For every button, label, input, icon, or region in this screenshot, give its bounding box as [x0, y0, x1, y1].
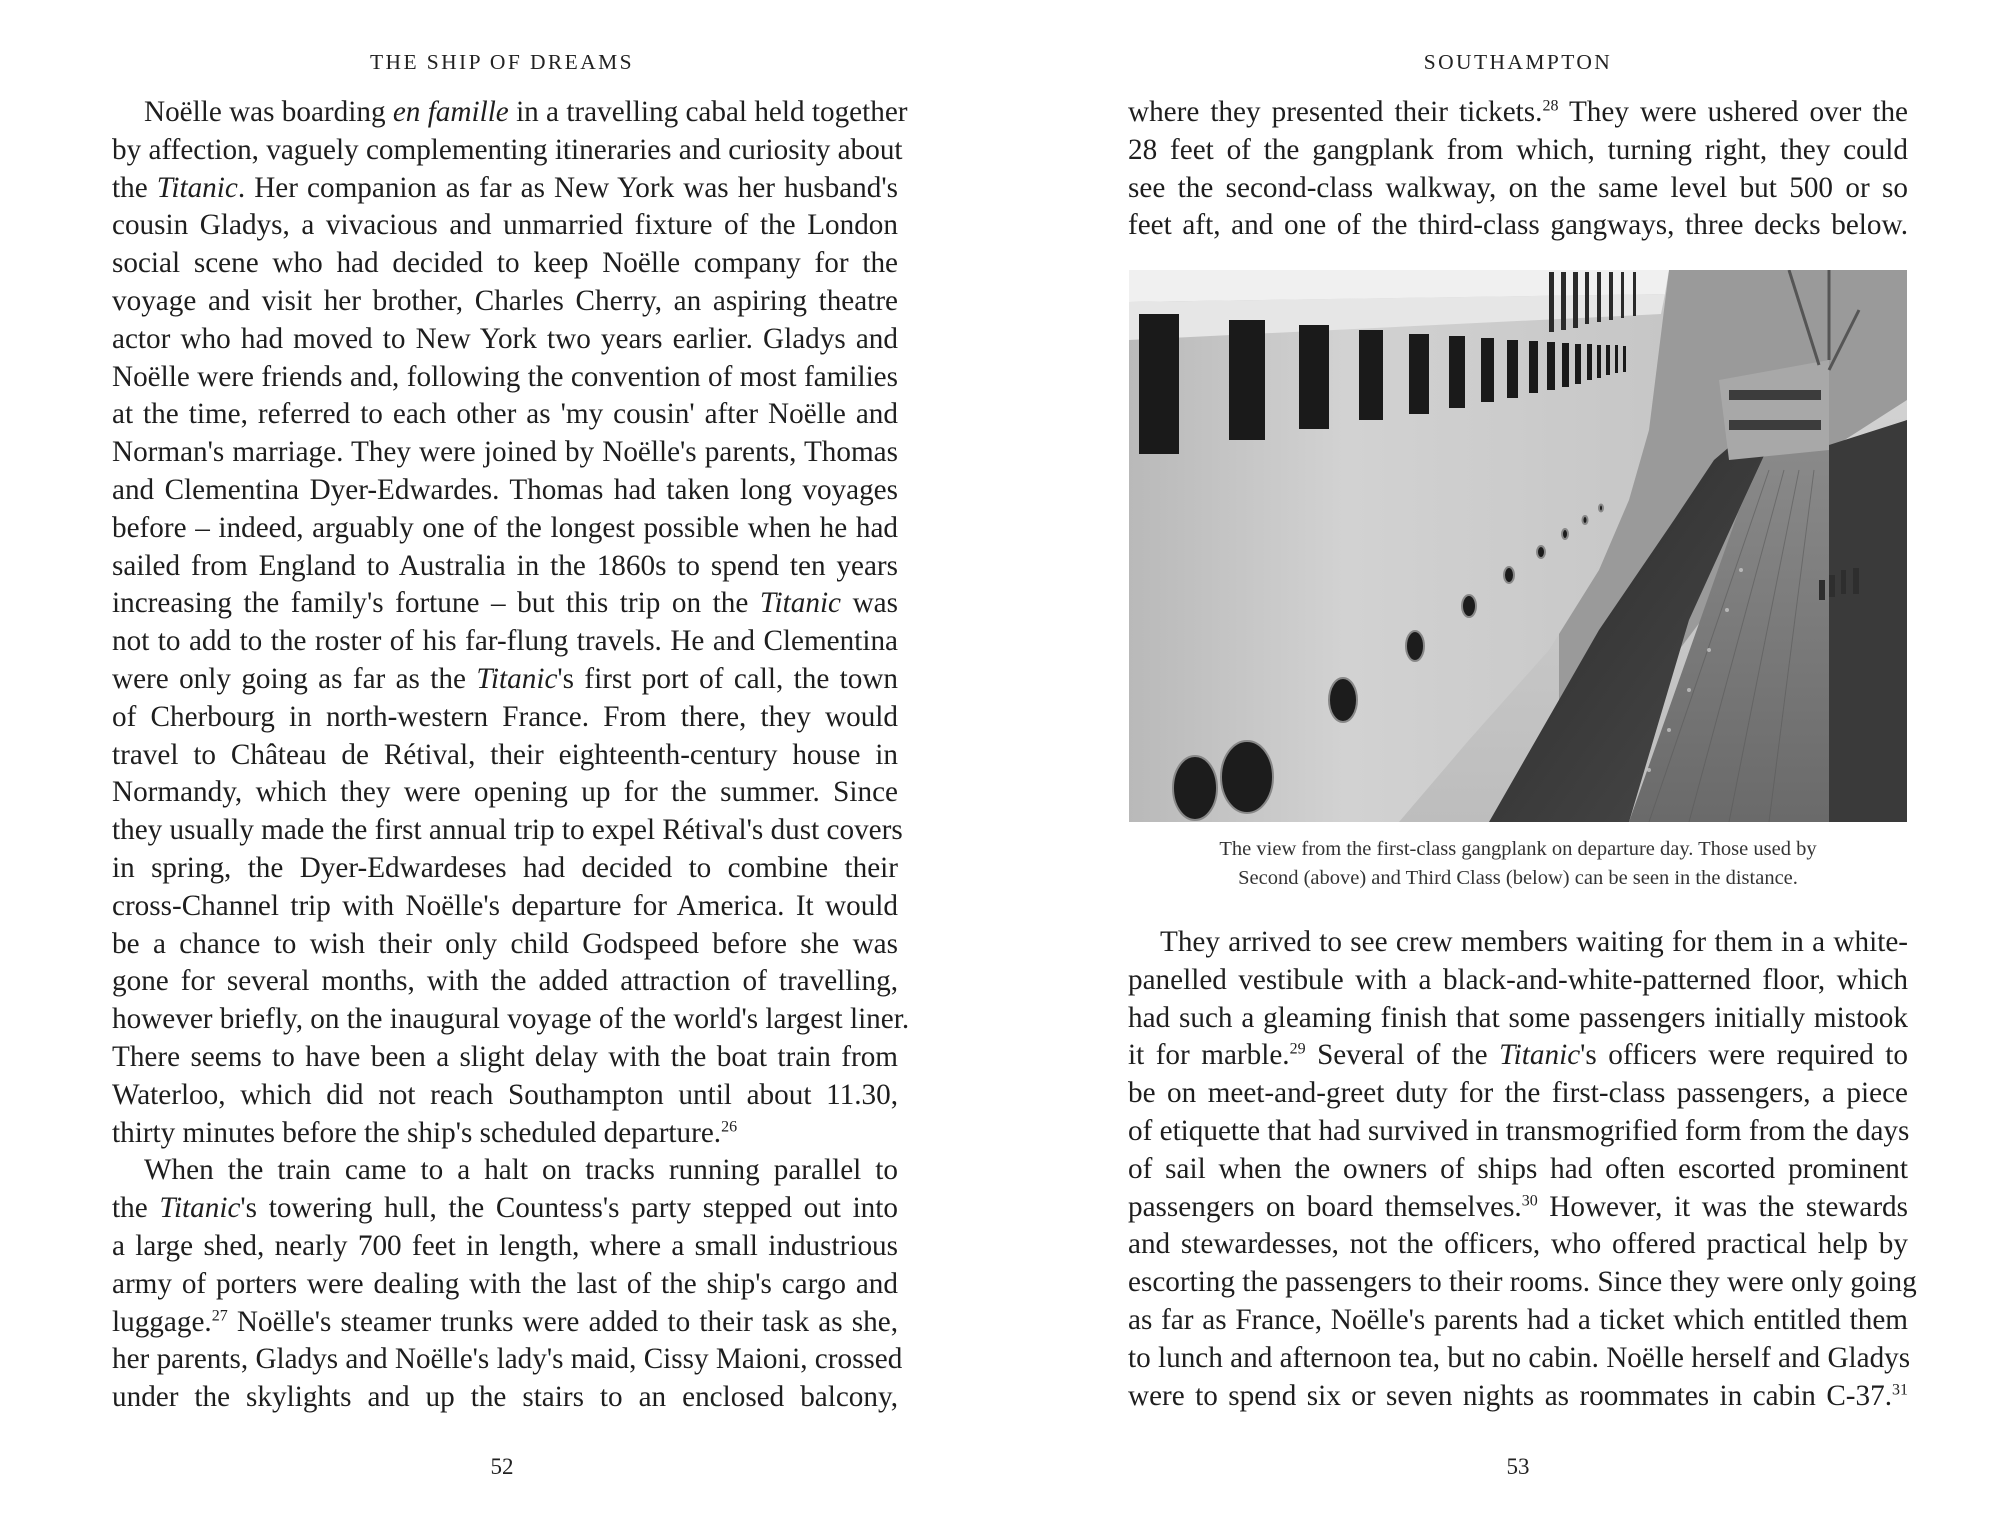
- text-line: voyage and visit her brother, Charles Cherry, an aspiring theatre: [112, 284, 898, 317]
- text-line: When the train came to a halt on tracks running parallel to: [144, 1154, 898, 1187]
- text-line-content: They were ushered over the: [1568, 96, 1909, 128]
- text-line: were only going as far as the Titanic's first port of call, the town: [112, 662, 899, 695]
- text-line: sailed from England to Australia in the 1860s to spend ten years: [112, 549, 898, 582]
- paragraph-continuation: [1128, 94, 1908, 245]
- footnote-ref-26: 26: [721, 1117, 738, 1135]
- text-line: of sail when the owners of ships had often escorted prominent: [1128, 1152, 1908, 1185]
- right-page: [1000, 0, 2000, 1538]
- text-line: [112, 1115, 898, 1153]
- running-head-right: SOUTHAMPTON: [1423, 50, 1613, 74]
- text-line: not to add to the roster of his far-flung travels. He and Clementina: [112, 625, 898, 658]
- text-line-content: thirty minutes before the ship's scheduled departure.: [112, 1116, 722, 1149]
- text-line: Normandy, which they were opening up for the summer. Since: [112, 776, 898, 809]
- text-line: travel to Château de Rétival, their eighteenth-century house in: [112, 738, 898, 771]
- text-line: her parents, Gladys and Noëlle's lady's maid, Cissy Maioni, crossed: [112, 1343, 903, 1376]
- ship-hull-photograph: [1129, 270, 1907, 822]
- text-line: social scene who had decided to keep Noëlle company for the: [112, 247, 898, 280]
- page-number-right: 53: [1506, 1454, 1530, 1479]
- footnote-ref-31: 31: [1892, 1380, 1908, 1398]
- text-line: of Cherbourg in north-western France. From there, they would: [112, 700, 898, 733]
- text-line: be a chance to wish their only child Godspeed before she was: [112, 927, 898, 960]
- text-line-content: it for marble.: [1128, 1039, 1290, 1072]
- text-line: actor who had moved to New York two years earlier. Gladys and: [112, 322, 898, 355]
- text-line: Noëlle were friends and, following the convention of most families: [112, 360, 898, 393]
- text-line: [112, 1304, 898, 1342]
- text-line: 28 feet of the gangplank from which, turning right, they could: [1128, 133, 1908, 166]
- text-line: and stewardesses, not the officers, who offered practical help by: [1128, 1228, 1908, 1261]
- text-line-content: where they presented their tickets.: [1128, 96, 1543, 128]
- text-line: they usually made the first annual trip to expel Rétival's dust covers: [112, 814, 903, 847]
- text-line-content: Several of the Titanic's officers were required to: [1317, 1039, 1909, 1072]
- text-line: by affection, vaguely complementing itineraries and curiosity about: [112, 133, 903, 166]
- text-line: Waterloo, which did not reach Southampton until about 11.30,: [112, 1078, 898, 1111]
- text-line: before – indeed, arguably one of the longest possible when he had: [112, 511, 898, 544]
- text-line: [1128, 1037, 1908, 1075]
- text-line: cousin Gladys, a vivacious and unmarried fixture of the London: [112, 209, 898, 242]
- text-line: of etiquette that had survived in transmogrified form from the days: [1128, 1114, 1910, 1147]
- footnote-ref-27: 27: [211, 1306, 228, 1324]
- right-body-text-bottom: [1128, 924, 1917, 1415]
- paragraph-3: [1128, 924, 1917, 1415]
- text-line-content: luggage.: [112, 1305, 212, 1338]
- text-line-content: passengers on board themselves.: [1128, 1190, 1522, 1223]
- caption-line: Second (above) and Third Class (below) can be seen in the distance.: [1238, 867, 1798, 889]
- text-line: [1128, 1378, 1908, 1416]
- paragraph-1: [112, 94, 910, 1152]
- text-line: panelled vestibule with a black-and-white-patterned floor, which: [1128, 963, 1908, 996]
- text-line: There seems to have been a slight delay with the boat train from: [112, 1040, 898, 1073]
- text-line: see the second-class walkway, on the same level but 500 or so: [1128, 171, 1908, 204]
- text-line: feet aft, and one of the third-class gangways, three decks below.: [1128, 209, 1908, 242]
- text-line: be on meet-and-greet duty for the first-class passengers, a piece: [1128, 1077, 1908, 1110]
- text-line: [1128, 1189, 1908, 1227]
- text-line: a large shed, nearly 700 feet in length, where a small industrious: [112, 1229, 898, 1262]
- footnote-ref-29: 29: [1289, 1040, 1306, 1058]
- text-line: escorting the passengers to their rooms. Since they were only going: [1128, 1266, 1917, 1299]
- text-line: cross-Channel trip with Noëlle's departure for America. It would: [112, 889, 898, 922]
- page-number-left: 52: [490, 1454, 514, 1479]
- footnote-ref-28: 28: [1542, 97, 1559, 115]
- text-line: the Titanic's towering hull, the Countess's party stepped out into: [112, 1192, 898, 1225]
- text-line: as far as France, Noëlle's parents had a ticket which entitled them: [1128, 1303, 1908, 1336]
- right-body-text-top: [1128, 94, 1908, 245]
- caption-line: The view from the first-class gangplank on departure day. Those used by: [1219, 838, 1817, 860]
- text-line: under the skylights and up the stairs to an enclosed balcony,: [112, 1381, 898, 1414]
- text-line: however briefly, on the inaugural voyage of the world's largest liner.: [112, 1003, 910, 1036]
- text-line: at the time, referred to each other as 'my cousin' after Noëlle and: [112, 398, 898, 431]
- running-head-left: THE SHIP OF DREAMS: [369, 50, 634, 74]
- text-line: and Clementina Dyer-Edwardes. Thomas had taken long voyages: [112, 473, 898, 506]
- text-line: [1128, 94, 1908, 132]
- text-line: gone for several months, with the added attraction of travelling,: [112, 965, 898, 998]
- text-line: had such a gleaming finish that some passengers initially mistook: [1128, 1001, 1908, 1034]
- text-line: in spring, the Dyer-Edwardeses had decided to combine their: [112, 851, 898, 884]
- footnote-ref-30: 30: [1521, 1191, 1538, 1209]
- text-line: the Titanic. Her companion as far as New York was her husband's: [112, 171, 898, 204]
- text-line-content: However, it was the stewards: [1549, 1190, 1909, 1223]
- text-line: increasing the family's fortune – but this trip on the Titanic was: [112, 587, 898, 620]
- text-line: Norman's marriage. They were joined by Noëlle's parents, Thomas: [112, 436, 898, 469]
- text-line: to lunch and afternoon tea, but no cabin. Noëlle herself and Gladys: [1128, 1341, 1911, 1374]
- photo-caption: [1128, 835, 1908, 893]
- text-line-content: were to spend six or seven nights as roommates in cabin C-37.: [1128, 1379, 1892, 1412]
- text-line-content: Noëlle's steamer trunks were added to their task as she,: [236, 1305, 898, 1338]
- text-line: They arrived to see crew members waiting for them in a white-: [1160, 926, 1908, 958]
- paragraph-2: [112, 1152, 903, 1417]
- left-body-text: [112, 94, 910, 1417]
- text-line: Noëlle was boarding en famille in a travelling cabal held together: [144, 96, 908, 128]
- text-line: army of porters were dealing with the last of the ship's cargo and: [112, 1267, 898, 1300]
